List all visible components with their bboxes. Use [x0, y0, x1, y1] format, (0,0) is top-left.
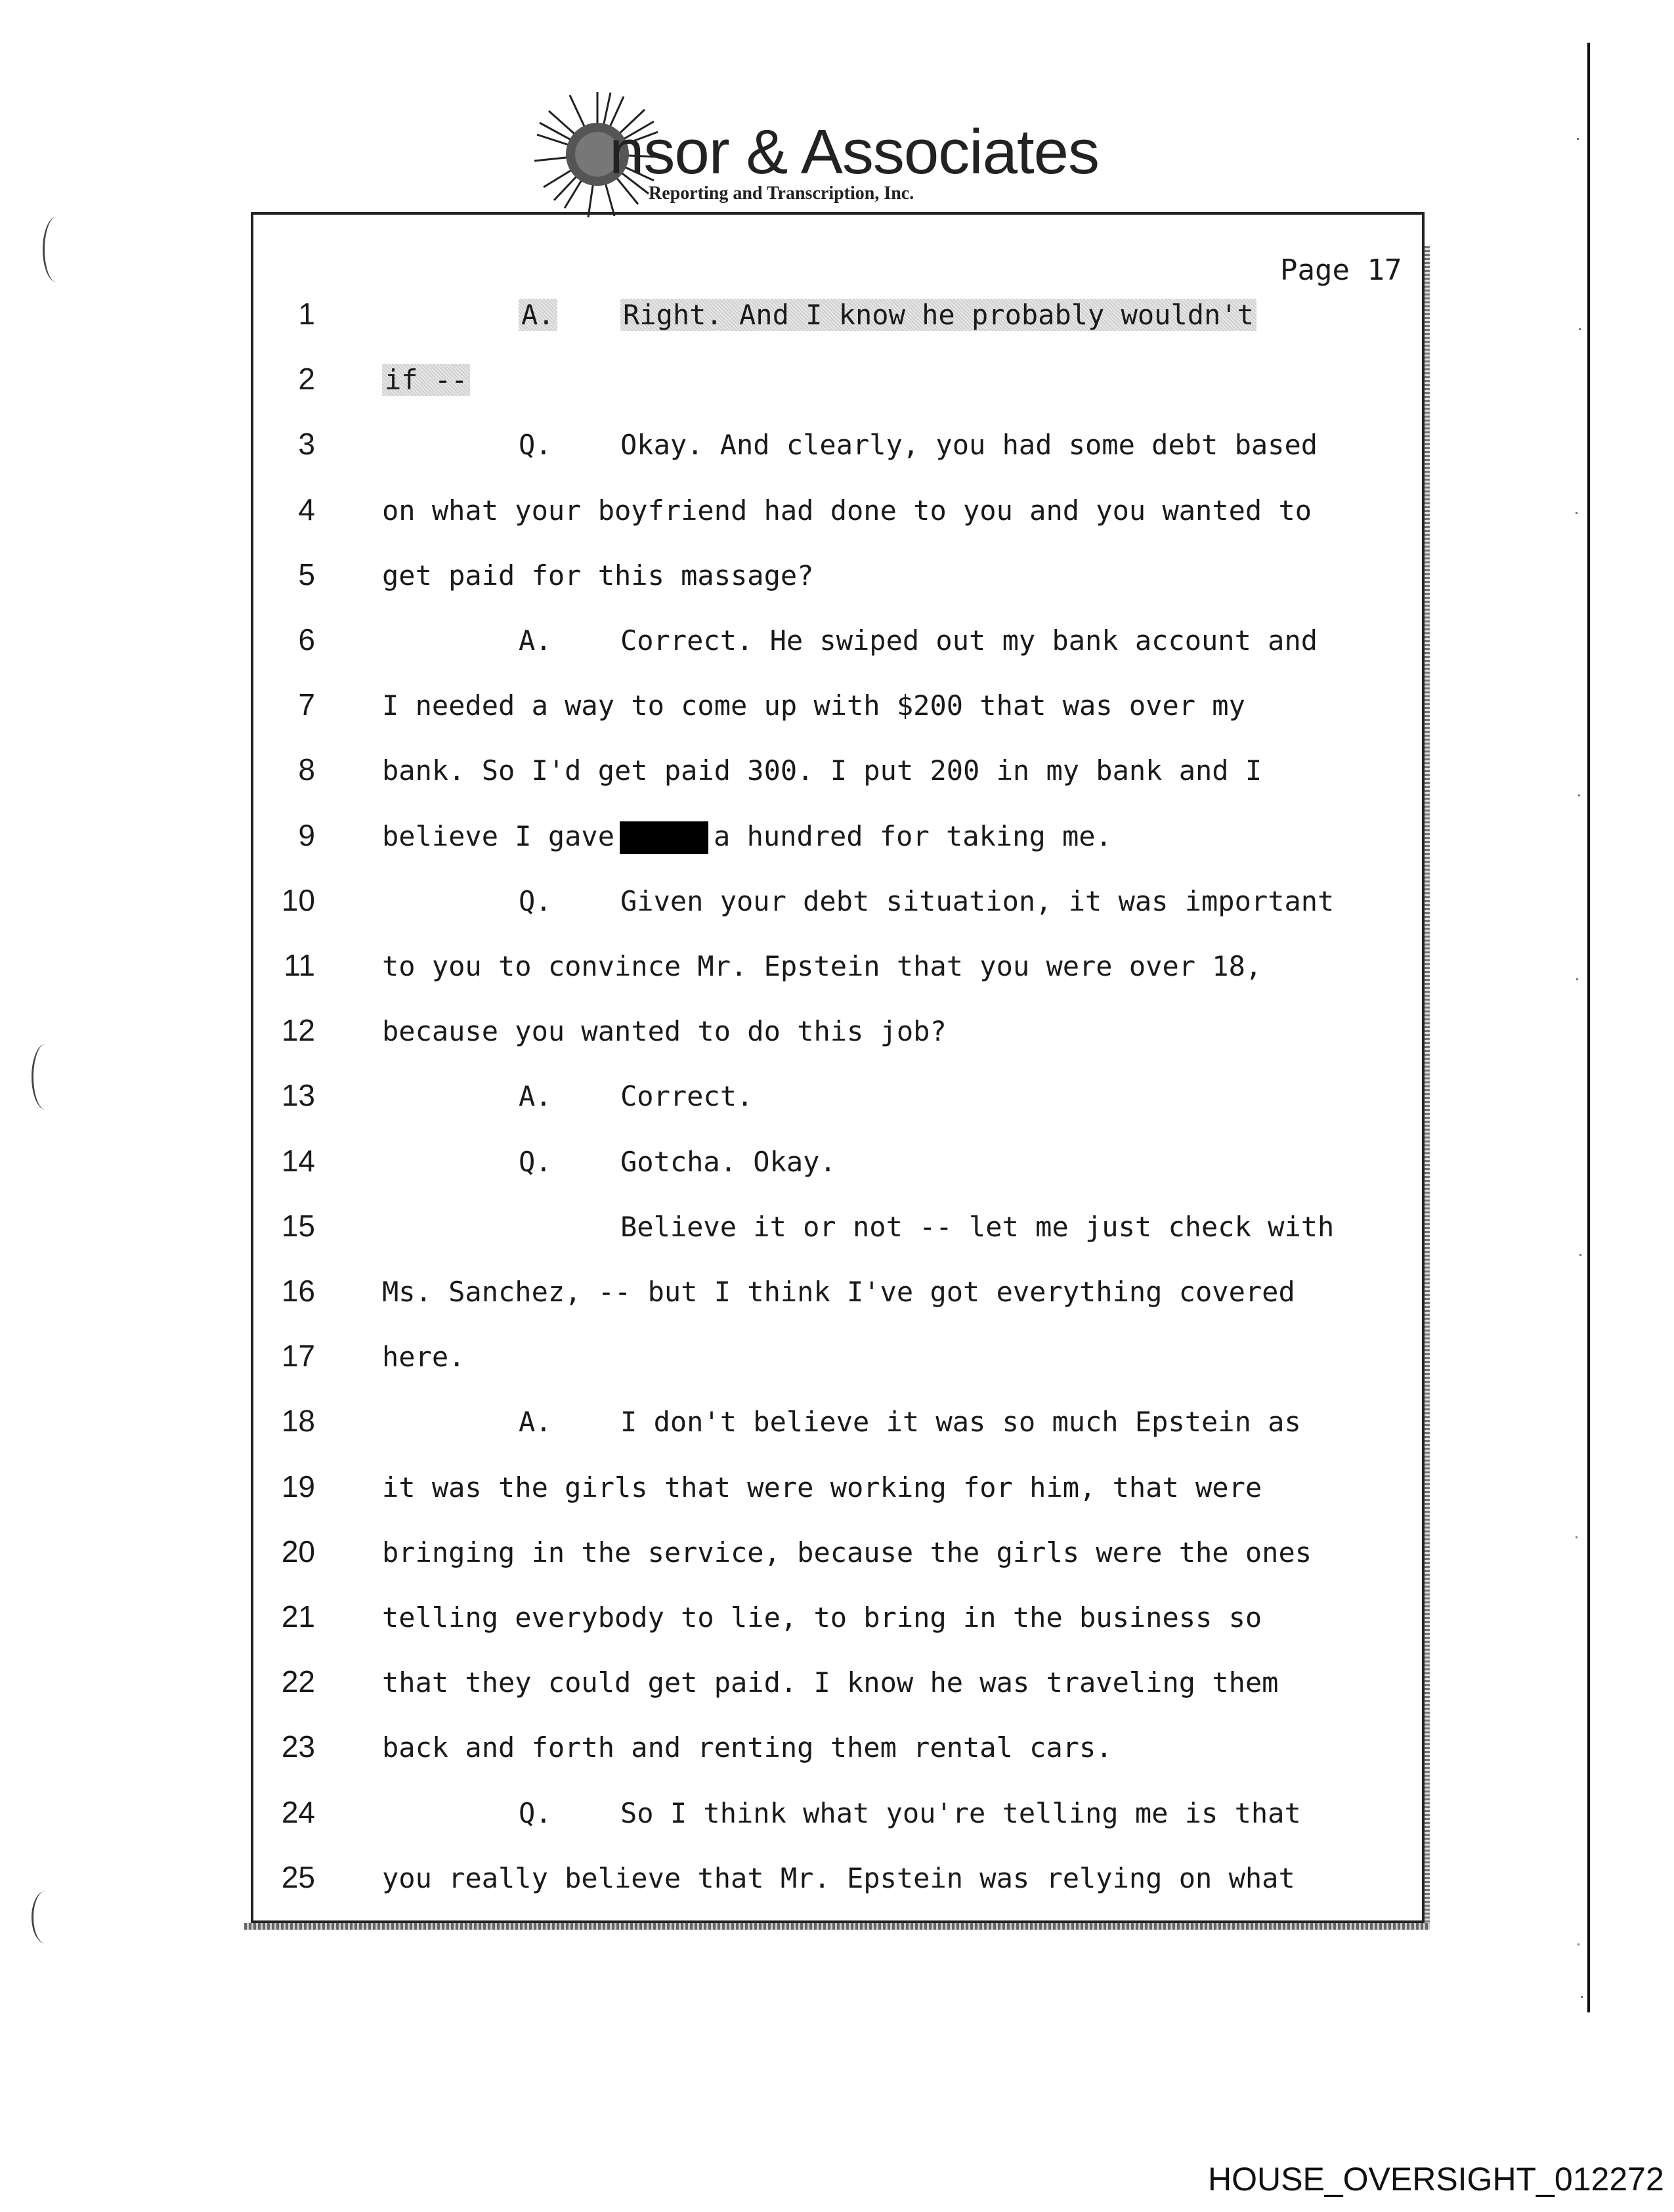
line-text-content: because you wanted to do this job? — [382, 1015, 947, 1048]
line-number: 21 — [281, 1599, 315, 1634]
scan-speck — [1576, 512, 1577, 514]
transcript-line — [0, 1666, 1444, 1719]
speaker-label: A. — [519, 1406, 552, 1439]
line-text — [620, 299, 1256, 331]
speaker-label: Q. — [519, 429, 552, 462]
speaker-label: Q. — [519, 1796, 552, 1829]
line-number: 10 — [281, 882, 315, 917]
transcript-line — [0, 1143, 1444, 1198]
left-margin-mark — [32, 1044, 60, 1110]
line-text — [382, 559, 813, 592]
line-text — [620, 429, 1318, 461]
transcript-line — [0, 1208, 1444, 1263]
line-text — [382, 820, 1112, 855]
line-text-content: it was the girls that were working for him, that were — [382, 1471, 1262, 1504]
transcript-line — [0, 1406, 1444, 1458]
line-text — [382, 1536, 1312, 1569]
line-number: 23 — [281, 1729, 315, 1764]
transcript-line — [0, 754, 1444, 807]
page-number: Page 17 — [1280, 253, 1402, 287]
scan-speck — [1581, 1996, 1583, 1998]
line-number: 18 — [281, 1404, 315, 1439]
speaker-label: Q. — [519, 1145, 552, 1178]
scan-speck — [1578, 794, 1580, 796]
speaker-label: A. — [519, 624, 552, 657]
line-number: 6 — [298, 622, 315, 657]
line-text-content: Correct. He swiped out my bank account and — [620, 624, 1318, 657]
left-margin-mark — [43, 217, 71, 282]
line-text — [620, 885, 1334, 917]
transcript-line — [0, 1341, 1444, 1393]
line-text-content: I needed a way to come up with $200 that was over my — [382, 689, 1245, 722]
line-text — [620, 624, 1318, 657]
transcript-line — [0, 1536, 1444, 1589]
line-text-content: Ms. Sanchez, -- but I think I've got everything covered — [382, 1276, 1295, 1308]
line-text-before: believe I gave — [382, 819, 615, 852]
line-text — [382, 1666, 1278, 1699]
transcript-line — [0, 624, 1444, 677]
transcript-line — [0, 559, 1444, 612]
transcript-line — [0, 1015, 1444, 1068]
line-number: 22 — [281, 1664, 315, 1699]
transcript-line — [0, 299, 1444, 351]
line-text — [620, 1797, 1301, 1829]
line-number: 4 — [298, 492, 315, 527]
transcript-line — [0, 1471, 1444, 1524]
line-text — [382, 1276, 1295, 1308]
transcript-line — [0, 364, 1444, 416]
transcript-line — [0, 1276, 1444, 1328]
scan-speck — [1576, 1536, 1577, 1538]
line-number: 5 — [298, 557, 315, 592]
frame-shadow-bottom — [244, 1923, 1430, 1930]
line-text-content: Okay. And clearly, you had some debt based — [620, 429, 1318, 462]
speaker-label: A. — [519, 299, 557, 331]
line-text-content: I don't believe it was so much Epstein as — [620, 1406, 1301, 1439]
line-text-content: back and forth and renting them rental cars. — [382, 1731, 1113, 1764]
line-text-content: on what your boyfriend had done to you and you wanted to — [382, 494, 1312, 527]
line-number: 15 — [281, 1208, 315, 1243]
line-text-content: Believe it or not -- let me just check with — [620, 1210, 1335, 1243]
redaction-box — [620, 821, 708, 854]
line-text-content: So I think what you're telling me is that — [620, 1796, 1301, 1829]
transcript-line — [0, 882, 1444, 938]
line-text-after: a hundred for taking me. — [714, 819, 1112, 852]
line-number: 9 — [298, 817, 315, 852]
line-number: 17 — [281, 1339, 315, 1374]
line-text-content: Correct. — [620, 1080, 754, 1113]
line-number: 25 — [281, 1859, 315, 1894]
line-number: 24 — [281, 1794, 315, 1829]
line-number: 14 — [281, 1143, 315, 1178]
line-text — [382, 689, 1245, 722]
line-text — [382, 1731, 1113, 1764]
line-text — [620, 1406, 1301, 1438]
transcript-line — [0, 1859, 1444, 1915]
transcript-line — [0, 1080, 1444, 1133]
line-text-content: Right. And I know he probably wouldn't — [620, 299, 1256, 331]
transcript-line — [0, 1731, 1444, 1784]
line-text-content: you really believe that Mr. Epstein was relying on what — [382, 1861, 1295, 1894]
transcript-line — [0, 689, 1444, 742]
speaker-label: Q. — [519, 884, 552, 917]
line-text — [382, 364, 470, 396]
line-text — [620, 1211, 1334, 1243]
line-number: 11 — [284, 948, 315, 982]
line-text-content: if -- — [382, 364, 470, 396]
line-text — [382, 1471, 1262, 1504]
scan-speck — [1577, 138, 1579, 140]
line-text-content: here. — [382, 1341, 465, 1374]
line-text-content: telling everybody to lie, to bring in the business so — [382, 1601, 1262, 1634]
line-text-content: bank. So I'd get paid 300. I put 200 in my bank and I — [382, 754, 1262, 787]
transcript-line — [0, 1601, 1444, 1654]
line-text — [382, 1601, 1262, 1634]
transcript-line — [0, 429, 1444, 481]
line-number: 13 — [281, 1078, 315, 1113]
line-text — [620, 1146, 836, 1178]
line-number: 19 — [281, 1469, 315, 1504]
line-number: 2 — [298, 362, 315, 397]
transcript-line — [0, 1794, 1444, 1850]
speaker-label: A. — [519, 1080, 552, 1113]
scan-speck — [1577, 1943, 1579, 1945]
line-number: 7 — [298, 687, 315, 722]
scan-speck — [1579, 1254, 1581, 1256]
line-number: 3 — [298, 427, 315, 462]
line-number: 20 — [281, 1534, 315, 1569]
line-text — [620, 1080, 753, 1112]
letterhead-logo — [532, 82, 1100, 220]
line-number: 1 — [298, 297, 315, 331]
line-text-content: get paid for this massage? — [382, 559, 814, 592]
line-text — [382, 1341, 465, 1373]
line-text-content: to you to convince Mr. Epstein that you were over 18, — [382, 950, 1262, 982]
transcript-line — [0, 494, 1444, 547]
line-text — [382, 494, 1312, 527]
line-text-content: that they could get paid. I know he was traveling them — [382, 1666, 1279, 1699]
line-text-content: bringing in the service, because the girls were the ones — [382, 1536, 1312, 1569]
line-text-content: Gotcha. Okay. — [620, 1145, 836, 1178]
line-number: 16 — [281, 1274, 315, 1308]
line-text-content: Given your debt situation, it was important — [620, 884, 1335, 917]
right-edge-rule — [1587, 43, 1590, 2012]
company-name: nsor & Associates — [609, 117, 1100, 187]
line-text — [382, 754, 1262, 787]
scan-speck — [1579, 328, 1581, 330]
left-margin-mark — [32, 1891, 60, 1943]
bates-number: HOUSE_OVERSIGHT_012272 — [1208, 2161, 1664, 2198]
line-number: 12 — [281, 1013, 315, 1048]
company-tagline: Reporting and Transcription, Inc. — [649, 183, 914, 204]
line-text — [382, 950, 1262, 982]
line-text — [382, 1015, 947, 1047]
transcript-line — [0, 817, 1444, 873]
line-text — [382, 1862, 1295, 1894]
transcript-line — [0, 950, 1444, 1003]
scan-speck — [1576, 978, 1578, 980]
line-number: 8 — [298, 752, 315, 787]
